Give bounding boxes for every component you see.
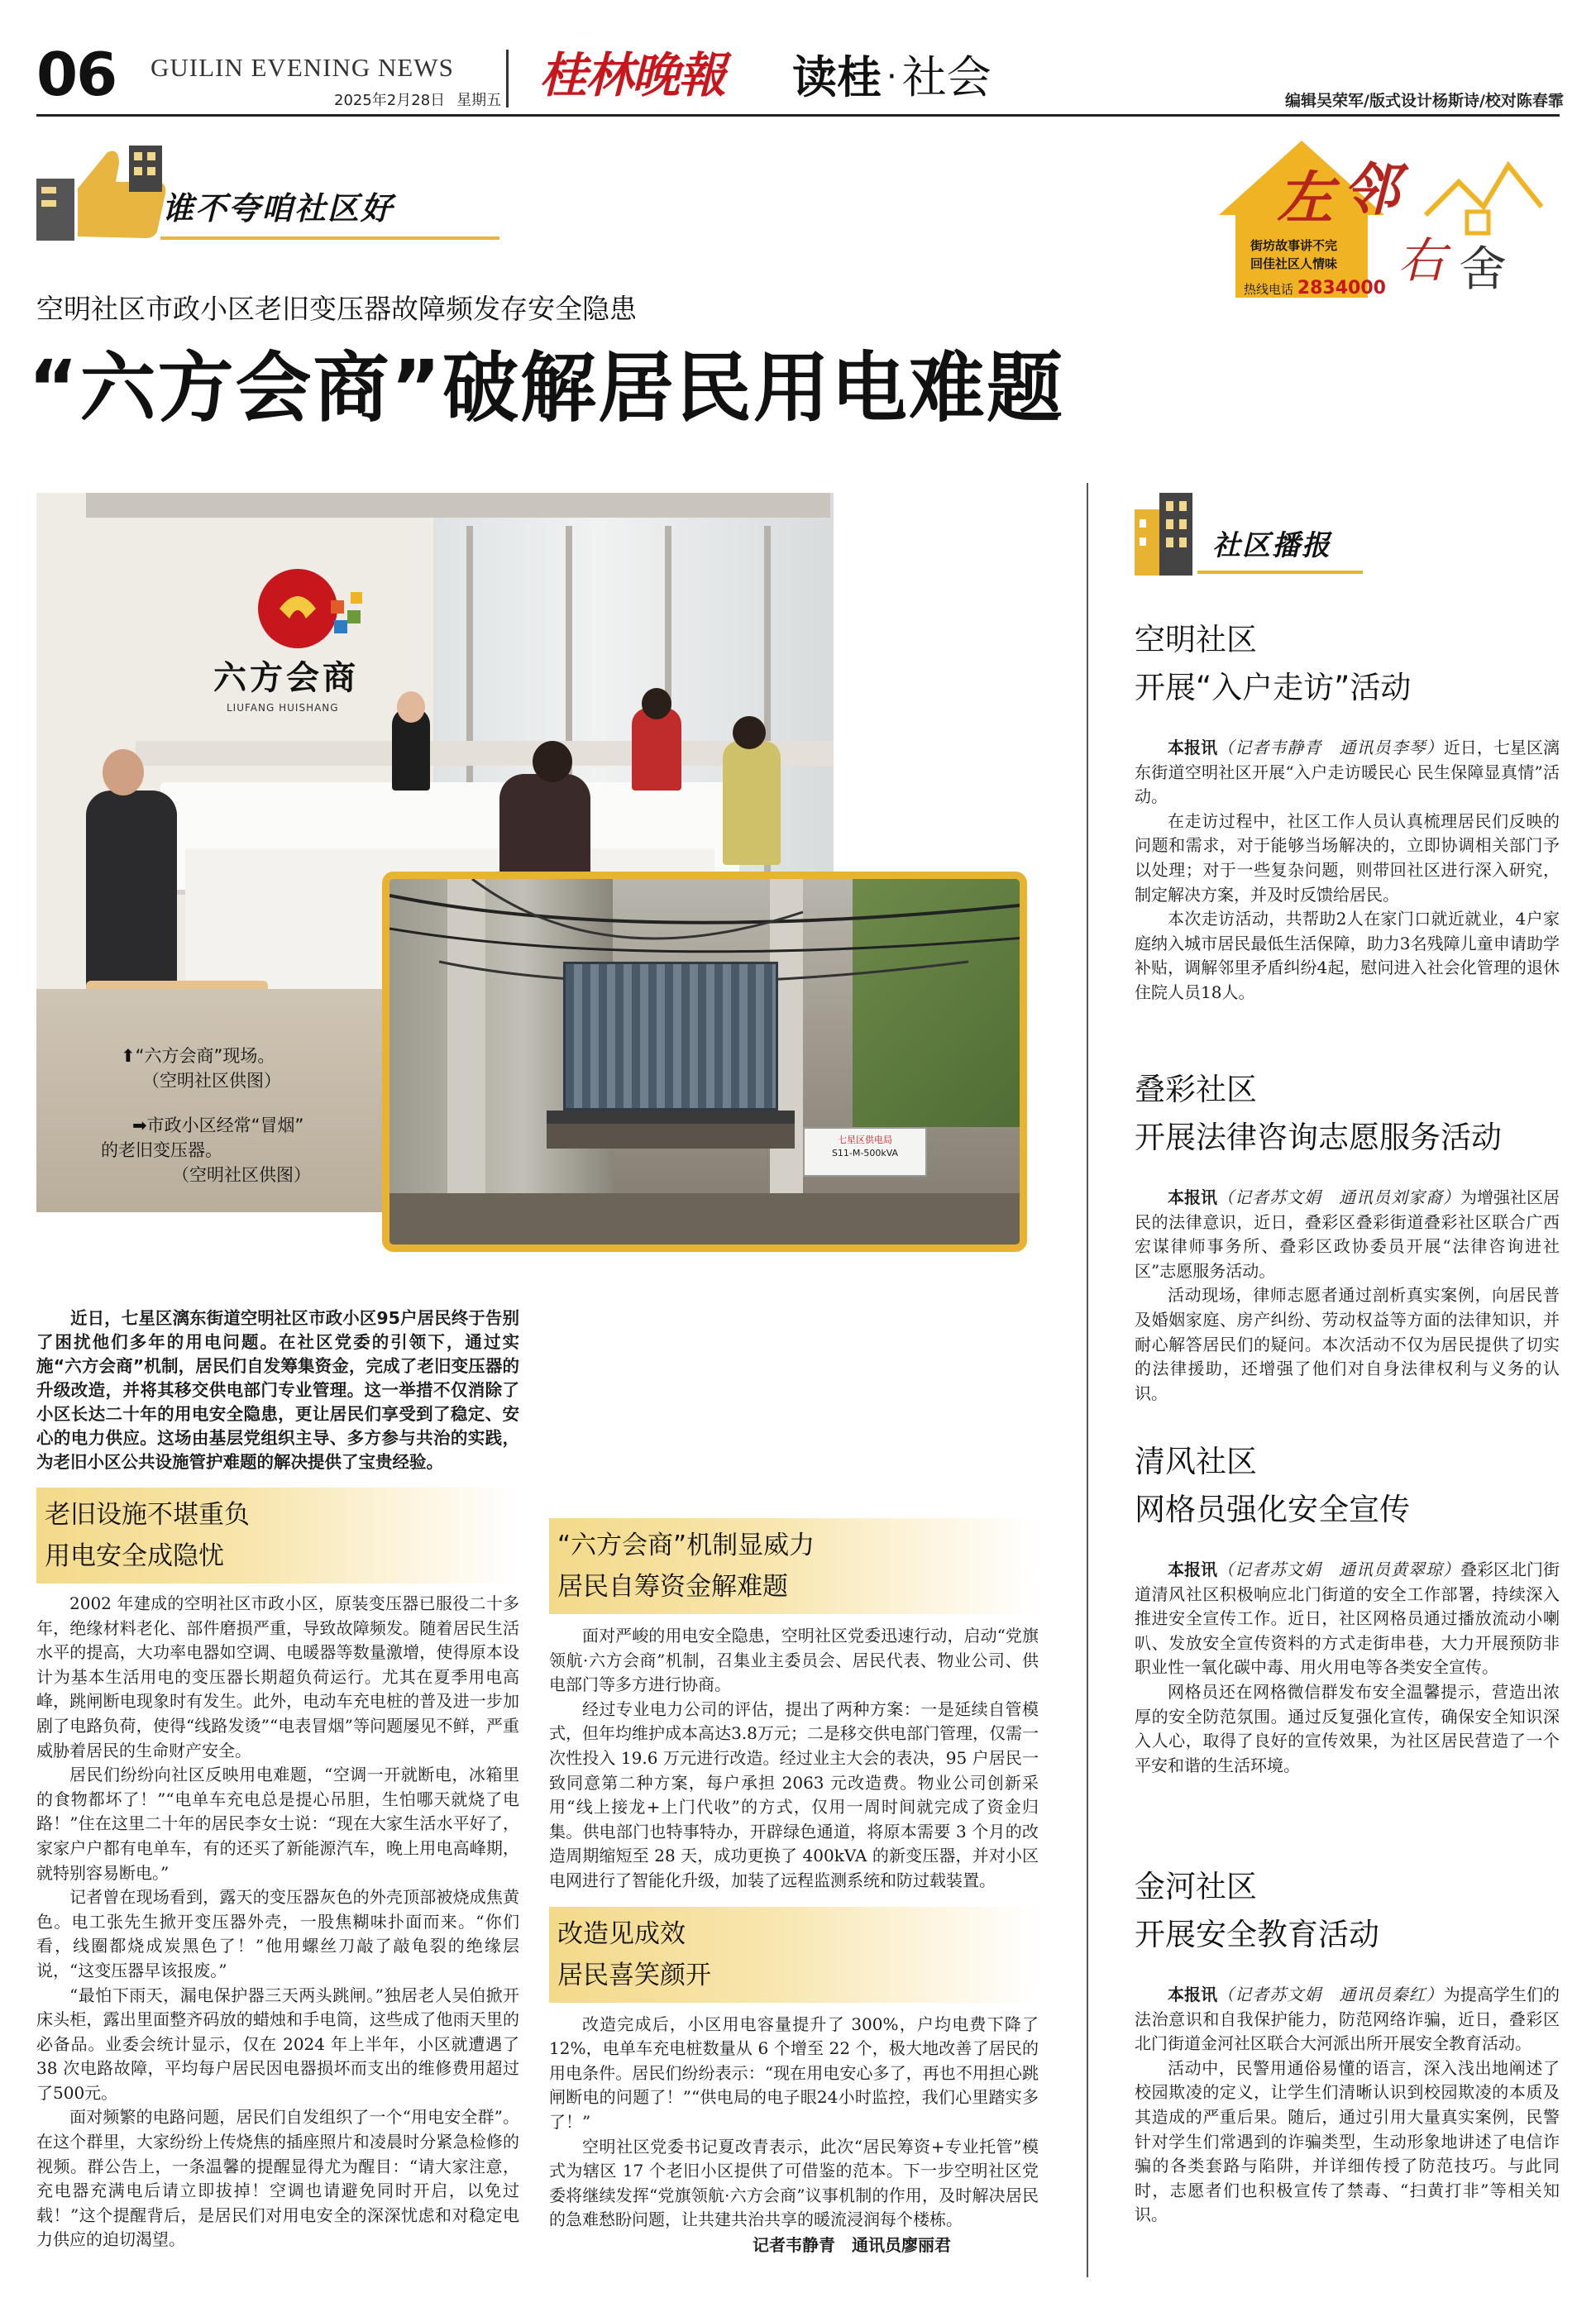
subhead-1b: 用电安全成隐忧 <box>45 1541 224 1571</box>
editor-credits: 编辑吴荣军/版式设计杨斯诗/校对陈春霏 <box>1285 92 1564 110</box>
item-paragraph: 在走访过程中，社区工作人员认真梳理居民们反映的问题和需求，对于能够当场解决的，立即协调相关部门予以处理；对于一些复杂问题，则带回社区进行深入研究，制定解决方案，并及时反馈给居民。 <box>1135 810 1560 905</box>
column-tag <box>36 146 466 245</box>
sidebar-tag-underline <box>1197 571 1363 574</box>
thumbs-up-icon <box>36 146 169 245</box>
weekday-text: 星期五 <box>456 92 502 109</box>
caption-2b: 的老旧变压器。 <box>101 1140 222 1160</box>
paragraph-5: 面对频繁的电路问题，居民们自发组织了一个“用电安全群”。在这个群里，大家纷纷上传烧焦的插座照片和凌晨时分紧急检修的视频。群公告上，一条温馨的提醒显得尤为醒目：“请大家注意，充电器充满电后请立即拔掉！空调也请避免同时开启，以免过载！”这个提醒背后，是居民们对用电安全的深深忧虑和对稳定电力供应的迫切渴望。 <box>36 2107 519 2250</box>
item-paragraph: 本次走访活动，共帮助2人在家门口就近就业，4户家庭纳入城市居民最低生活保障，助力3名残障儿童申请助学补贴，调解邻里矛盾纠纷4起，慰问进入社会化管理的退休住院人员18人。 <box>1135 909 1560 1002</box>
issue-date <box>334 91 501 111</box>
intro-credit: （记者苏文娟 通讯员刘家裔） <box>1217 1187 1460 1207</box>
item-community: 金河社区 <box>1135 1869 1257 1904</box>
item-body <box>1135 1558 1560 1778</box>
section-name: 读桂 · 社会 <box>792 51 992 103</box>
intro-text: 叠彩区北门街道清风社区积极响应北门街道的安全工作部署，持续深入推进安全宣传工作。近日，社区网格员通过播放流动小喇叭、发放安全宣传资料的方式走街串巷，大力开展预防非职业性一氧化碳中毒、用火用电等各类安全宣传。 <box>1135 1560 1560 1678</box>
caption-1: ⬆“六方会商”现场。 <box>121 1046 275 1066</box>
item-community: 清风社区 <box>1135 1444 1257 1479</box>
sidebar-item-qingfeng <box>1135 1439 1560 1778</box>
sidebar-item-diecai <box>1135 1067 1560 1406</box>
intro-text: 为提高学生们的法治意识和自我保护能力，防范网络诈骗，近日，叠彩区北门街道金河社区联合大河派出所开展安全教育活动。 <box>1135 1985 1560 2054</box>
sidebar-tag-text: 社区播报 <box>1212 529 1331 562</box>
article-column-1 <box>36 1306 519 2252</box>
subhead-2b: 居民自筹资金解难题 <box>557 1572 788 1602</box>
item-paragraph: 网格员还在网格微信群发布安全温馨提示，营造出浓厚的安全防范氛围。通过反复强化宣传，确保安全知识深入人心，取得了良好的宣传效果，为社区居民营造了一个平安和谐的生活环境。 <box>1135 1681 1560 1775</box>
photo-sign-english: LIUFANG HUISHANG <box>227 702 339 714</box>
logo-char-4: 舍 <box>1459 241 1508 297</box>
subhead-3b: 居民喜笑颜开 <box>557 1960 711 1990</box>
subhead-2a: “六方会商”机制显威力 <box>557 1531 815 1560</box>
column-tag-underline <box>160 236 499 240</box>
paragraph-7: 经过专业电力公司的评估，提出了两种方案：一是延续自管模式，但年均维护成本高达3.8万元；二是移交供电部门管理，仅需一次性投入 19.6 万元进行改造。经过业主大会的表决，95 户居民一致同意第二种方案，每户承担 2063 元改造费。物业公司创新采用“线上接龙+上门代收”的方式，仅用一周时间就完成了资金归集。供电部门也特事特办，开辟绿色通道，将原本需要 3 个月的改造周期缩短至 28 天，成功更换了 400kVA 的新变压器，并对小区电网进行了智能化升级，加装了远程监测系统和防过载装置。 <box>549 1698 1039 1890</box>
item-paragraph: 活动现场，律师志愿者通过剖析真实案例，向居民普及婚姻家庭、房产纠纷、劳动权益等方面的法律知识，并耐心解答居民们的疑问。本次活动不仅为居民提供了切实的法律援助，还增强了他们对自身法律权利与义务的认识。 <box>1135 1285 1560 1403</box>
column-divider <box>1087 483 1088 2277</box>
section-sub: 社会 <box>901 51 992 103</box>
caption-2a: ➡市政小区经常“冒烟” <box>132 1115 304 1135</box>
intro-credit: （记者苏文娟 通讯员黄翠琼） <box>1217 1560 1460 1579</box>
header-rule <box>36 114 1560 117</box>
item-title: 开展安全教育活动 <box>1135 1917 1379 1952</box>
item-community: 叠彩社区 <box>1135 1072 1257 1107</box>
hotline-label: 热线电话 <box>1244 282 1294 297</box>
sidebar-tag <box>1135 493 1383 584</box>
transformer-plate <box>803 1127 927 1177</box>
intro-label: 本报讯 <box>1168 738 1218 757</box>
plate-line-1: 七星区供电局 <box>838 1135 892 1145</box>
header-divider <box>506 50 509 107</box>
paragraph-1: 2002 年建成的空明社区市政小区，原装变压器已服役二十多年，绝缘材料老化、部件磨损严重，导致故障频发。随着居民生活水平的提高，大功率电器如空调、电暖器等数量激增，使得原本设计为基本生活用电的变压器长期超负荷运行。尤其在夏季用电高峰，跳闸断电现象时有发生。此外，电动车充电桩的普及进一步加剧了电路负荷，使得“线路发烫”“电表冒烟”等问题屡见不鲜，严重威胁着居民的生命财产安全。 <box>36 1593 519 1760</box>
intro-text: 近日，七星区漓东街道空明社区开展“入户走访暖民心 民生保障显真情”活动。 <box>1135 738 1560 807</box>
intro-credit: （记者韦静青 通讯员李琴） <box>1217 738 1444 757</box>
intro-label: 本报讯 <box>1168 1187 1217 1207</box>
intro-label: 本报讯 <box>1168 1560 1217 1579</box>
subhead-3 <box>549 1907 1039 2003</box>
masthead-logo: 桂林晚報 <box>539 47 725 103</box>
item-paragraph: 活动中，民警用通俗易懂的语言，深入浅出地阐述了校园欺凌的定义，让学生们清晰认识到校园欺凌的本质及其造成的严重后果。随后，通过引用大量真实案例，民警针对学生们常遇到的诈骗类型，生动形象地讲述了电信诈骗的各类套路与陷阱，并详细传授了防范技巧。与此同时，志愿者们也积极宣传了禁毒、“扫黄打非”等相关知识。 <box>1135 2057 1560 2225</box>
party-emblem-icon <box>248 559 372 658</box>
logo-slogan-1: 街坊故事讲不完 <box>1250 238 1338 253</box>
paragraph-4: “最怕下雨天，漏电保护器三天两头跳闸。”独居老人吴伯掀开床头柜，露出里面整齐码放的蜡烛和手电筒，这些成了他雨天里的必备品。业委会统计显示，仅在 2024 年上半年，小区就遭遇了 38 次电路故障，平均每户居民因电器损坏而支出的维修费用超过了500元。 <box>36 1985 519 2103</box>
subhead-3a: 改造见成效 <box>557 1918 686 1949</box>
article-lead: 近日，七星区漓东街道空明社区市政小区95户居民终于告别了困扰他们多年的用电问题。在社区党委的引领下，通过实施“六方会商”机制，居民们自发筹集资金，完成了老旧变压器的升级改造，并将其移交供电部门专业管理。这一举措不仅消除了小区长达二十年的用电安全隐患，更让居民们享受到了稳定、安心的电力供应。这场由基层党组织主导、多方参与共治的实践，为老旧小区公共设施管护难题的解决提供了宝贵经验。 <box>36 1308 519 1472</box>
article-kicker: 空明社区市政小区老旧变压器故障频发存安全隐患 <box>36 293 637 325</box>
article-column-2 <box>549 1518 1039 2257</box>
photo-sign-text: 六方会商 <box>213 658 359 697</box>
paragraph-8: 改造完成后，小区用电容量提升了 300%，户均电费下降了 12%，电单车充电桩数量从 6 个增至 22 个，极大地改善了居民的用电条件。居民们纷纷表示：“现在用电安心多了，再也不用担心跳闸断电的问题了！”“供电局的电子眼24小时监控，我们心里踏实多了！” <box>549 2013 1039 2132</box>
logo-char-1: 左 <box>1277 165 1334 232</box>
subhead-2 <box>549 1518 1039 1614</box>
sidebar-item-jinhe <box>1135 1864 1560 2228</box>
intro-text: 为增强社区居民的法律意识，近日，叠彩区叠彩街道叠彩社区联合广西宏谋律师事务所、叠彩区政协委员开展“法律咨询进社区”志愿服务活动。 <box>1135 1187 1560 1281</box>
item-body <box>1135 1983 1560 2228</box>
neighbor-logo <box>1219 132 1550 322</box>
intro-label: 本报讯 <box>1168 1985 1218 2004</box>
section-main: 读桂 <box>792 51 882 103</box>
caption-2-source: （空明社区供图） <box>172 1165 311 1185</box>
paragraph-2: 居民们纷纷向社区反映用电难题，“空调一开就断电，冰箱里的食物都坏了！”“电单车充电总是提心吊胆，生怕哪天就烧了电路！”住在这里二十年的居民李女士说：“现在大家生活水平好了，家家户户都有电单车，有的还买了新能源汽车，晚上用电高峰期，就特别容易断电。” <box>36 1765 519 1883</box>
paragraph-9: 空明社区党委书记夏改青表示，此次“居民筹资+专业托管”模式为辖区 17 个老旧小区提供了可借鉴的范本。下一步空明社区党委将继续发挥“党旗领航·六方会商”议事机制的作用，及时解决居民的急难愁盼问题，让共建共治共享的暖流浸润每个楼栋。 <box>549 2136 1039 2230</box>
paragraph-6: 面对严峻的用电安全隐患，空明社区党委迅速行动，启动“党旗领航·六方会商”机制，召集业主委员会、居民代表、物业公司、供电部门等多方进行协商。 <box>549 1626 1039 1695</box>
transformer-body <box>563 962 778 1111</box>
logo-char-3: 右 <box>1398 232 1446 289</box>
sidebar-item-kongming <box>1135 617 1560 1006</box>
building-icon <box>1135 493 1209 576</box>
photo-caption <box>93 1044 374 1187</box>
item-title: 网格员强化安全宣传 <box>1135 1492 1410 1527</box>
subhead-1a: 老旧设施不堪重负 <box>45 1500 250 1530</box>
intro-credit: （记者苏文娟 通讯员秦红） <box>1217 1985 1444 2004</box>
item-community: 空明社区 <box>1135 622 1257 657</box>
subhead-1 <box>36 1488 519 1584</box>
photo-transformer <box>382 872 1027 1252</box>
article-byline: 记者韦静青 通讯员廖丽君 <box>753 2234 951 2255</box>
date-text: 2025年2月28日 <box>334 92 446 109</box>
hotline-number: 2834000 <box>1297 278 1386 299</box>
item-title: 开展法律咨询志愿服务活动 <box>1135 1120 1502 1155</box>
item-body <box>1135 736 1560 1006</box>
logo-char-2: 邻 <box>1343 157 1400 223</box>
paragraph-3: 记者曾在现场看到，露天的变压器灰色的外壳顶部被烧成焦黄色。电工张先生掀开变压器外壳，一股焦糊味扑面而来。“你们看，线圈都烧成炭黑色了！”他用螺丝刀敲了敲龟裂的绝缘层说，“这变压器早该报废。” <box>36 1887 519 1980</box>
column-tag-text: 谁不夸咱社区好 <box>162 190 394 227</box>
article-headline: “六方会商”破解居民用电难题 <box>28 344 1064 432</box>
paper-english-name: GUILIN EVENING NEWS <box>151 53 454 82</box>
plate-line-2: S11-M-500kVA <box>831 1148 899 1158</box>
logo-hotline <box>1244 279 1386 299</box>
page-number: 06 <box>36 40 117 109</box>
caption-1-source: （空明社区供图） <box>142 1071 281 1091</box>
item-body <box>1135 1186 1560 1406</box>
item-title: 开展“入户走访”活动 <box>1135 670 1412 705</box>
logo-slogan-2: 回佳社区人情味 <box>1250 256 1338 271</box>
